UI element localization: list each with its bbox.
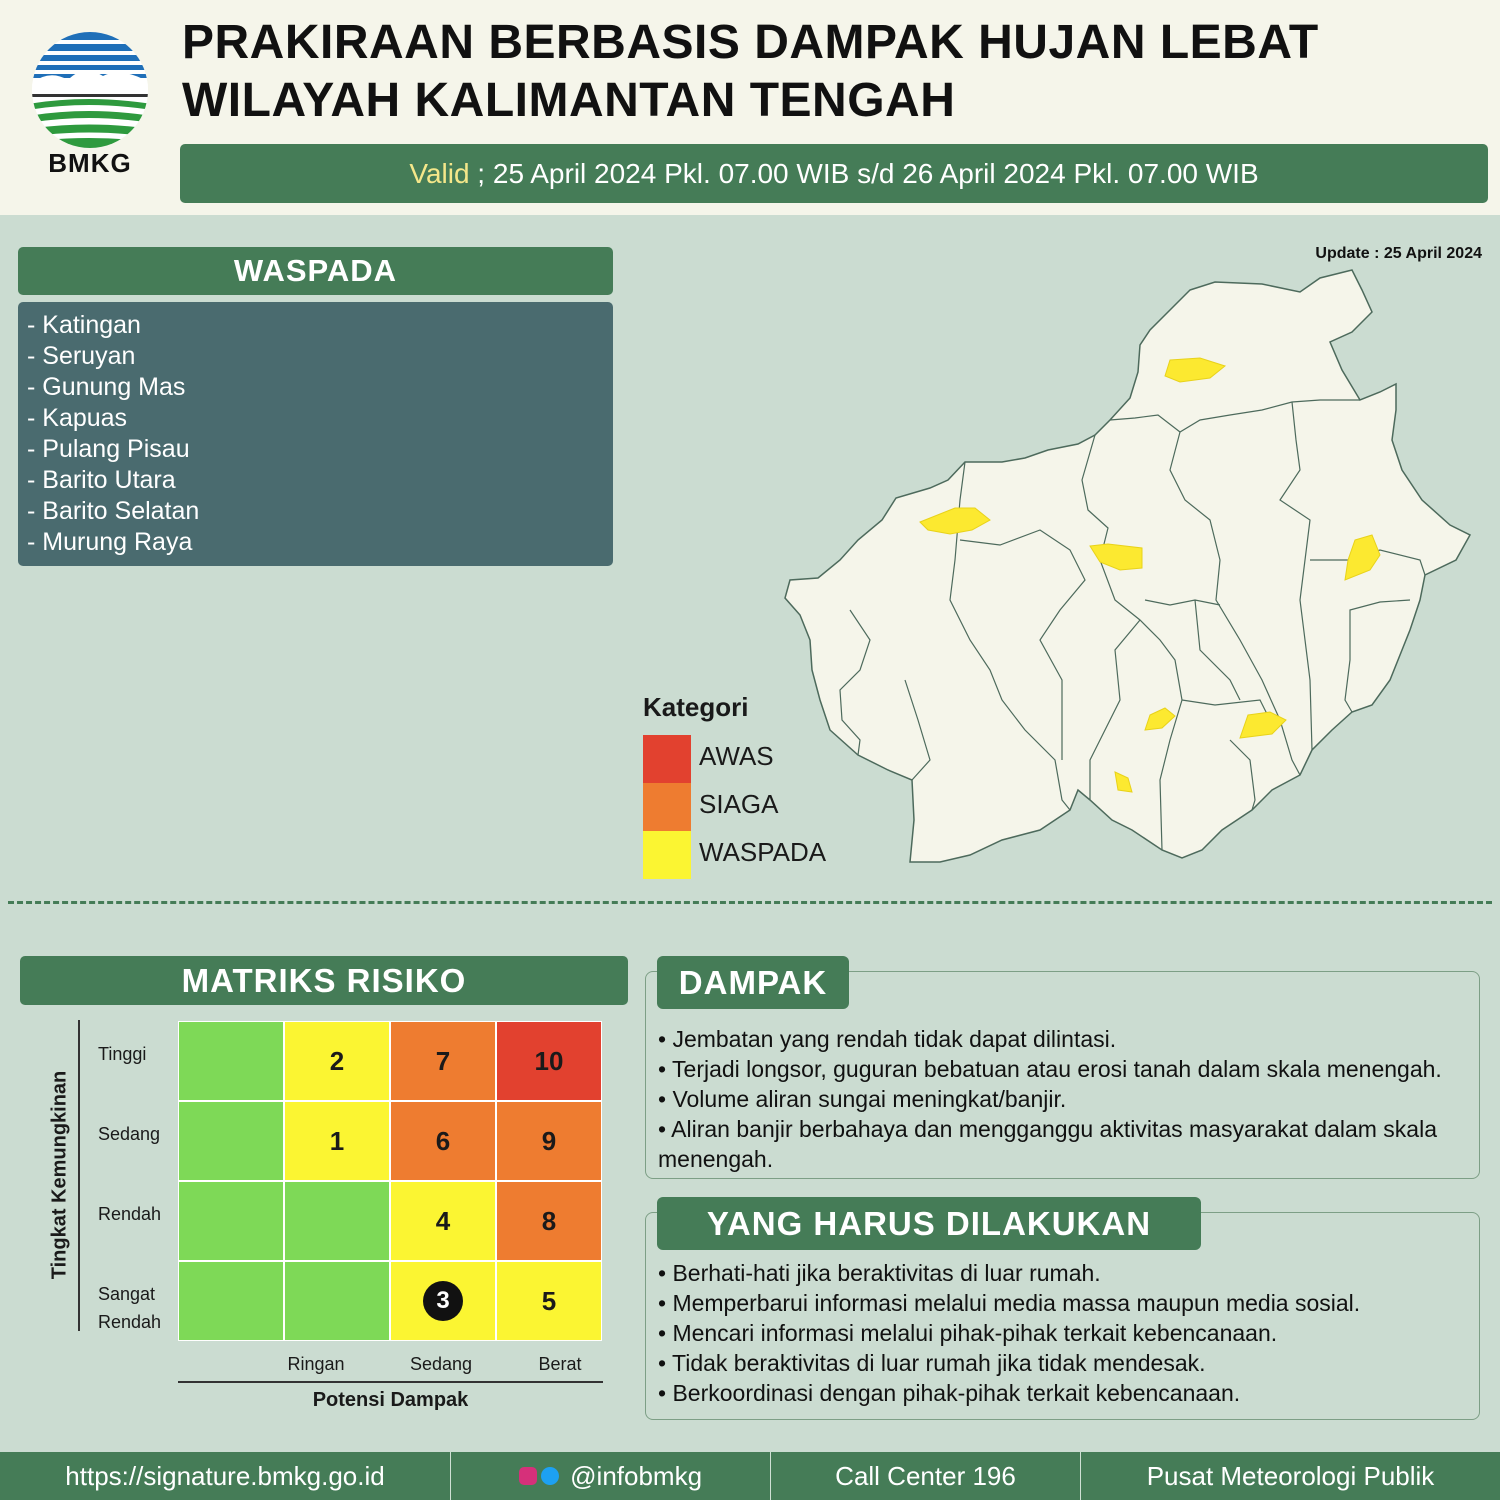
- tindakan-item: • Memperbarui informasi melalui media massa maupun media sosial.: [658, 1290, 1361, 1316]
- matrix-cell-value: 4: [435, 1205, 451, 1236]
- matrix-cell-value: 10: [534, 1045, 564, 1076]
- footer-website[interactable]: https://signature.bmkg.go.id: [65, 1461, 385, 1491]
- region-item: - Barito Utara: [27, 466, 176, 494]
- twitter-icon: [541, 1467, 559, 1485]
- matrix-cell: [390, 1261, 496, 1341]
- dampak-list: [658, 1024, 1470, 1174]
- header: [0, 0, 1500, 215]
- waspada-heading: WASPADA: [18, 247, 613, 295]
- row-label-sedang: Sedang: [98, 1124, 161, 1144]
- matrix-cell: [496, 1181, 602, 1261]
- tindakan-item: • Berhati-hati jika beraktivitas di luar rumah.: [658, 1260, 1101, 1286]
- row-label-sangat-line1: Sangat: [98, 1284, 156, 1304]
- legend-swatch-awas: [643, 735, 691, 783]
- tindakan-item: • Mencari informasi melalui pihak-pihak terkait kebencanaan.: [658, 1320, 1278, 1346]
- matrix-cell-value: 2: [329, 1045, 345, 1076]
- bmkg-logo: [28, 28, 152, 188]
- matrix-cell-value: 7: [435, 1045, 451, 1076]
- matrix-cell: [390, 1101, 496, 1181]
- matrix-cell: [178, 1101, 284, 1181]
- dampak-item: • Volume aliran sungai meningkat/banjir.: [658, 1086, 1067, 1112]
- matrix-cell: [496, 1021, 602, 1101]
- footer-social[interactable]: [451, 1452, 770, 1500]
- tindakan-item: • Tidak beraktivitas di luar rumah jika tidak mendesak.: [658, 1350, 1206, 1376]
- matrix-cell-highlight: 3: [423, 1281, 463, 1321]
- row-label-sangat-rendah: [98, 1280, 161, 1336]
- col-label-berat: Berat: [538, 1354, 582, 1374]
- legend-title: Kategori: [643, 692, 749, 722]
- matrix-cell-value: 9: [541, 1125, 557, 1156]
- matrix-cell: [284, 1181, 390, 1261]
- province-map: [760, 260, 1500, 880]
- dampak-heading: DAMPAK: [657, 956, 849, 1009]
- y-axis-line: [78, 1020, 80, 1331]
- region-item: - Pulang Pisau: [27, 435, 190, 463]
- title-line-1: PRAKIRAAN BERBASIS DAMPAK HUJAN LEBAT: [182, 16, 1319, 69]
- dampak-item: • Terjadi longsor, guguran bebatuan atau erosi tanah dalam skala menengah.: [658, 1056, 1442, 1082]
- social-handle: @infobmkg: [570, 1461, 703, 1491]
- tindakan-item: • Berkoordinasi dengan pihak-pihak terkait kebencanaan.: [658, 1380, 1241, 1406]
- valid-period: ; 25 April 2024 Pkl. 07.00 WIB s/d 26 April 2024 Pkl. 07.00 WIB: [469, 158, 1259, 189]
- matrix-cell: [178, 1181, 284, 1261]
- validity-bar: [180, 144, 1488, 203]
- tindakan-heading: YANG HARUS DILAKUKAN: [657, 1197, 1201, 1250]
- matrix-cell: [496, 1101, 602, 1181]
- x-axis-line: [178, 1381, 603, 1383]
- region-item: - Barito Selatan: [27, 497, 200, 525]
- title-line-2: WILAYAH KALIMANTAN TENGAH: [182, 74, 956, 127]
- update-date: Update : 25 April 2024: [1315, 245, 1482, 262]
- bmkg-logo-icon: [28, 28, 152, 148]
- region-item: - Katingan: [27, 311, 141, 339]
- x-axis-title: Potensi Dampak: [312, 1389, 469, 1411]
- y-axis-title-text: Tingkat Kemungkinan: [48, 1070, 71, 1280]
- legend-label-waspada: WASPADA: [699, 837, 827, 867]
- legend-label-awas: AWAS: [699, 741, 774, 771]
- logo-text: BMKG: [48, 148, 132, 178]
- row-label-rendah: Rendah: [98, 1204, 162, 1224]
- footer-org: Pusat Meteorologi Publik: [1146, 1461, 1435, 1491]
- footer-call-center: Call Center 196: [835, 1461, 1016, 1491]
- valid-label: Valid: [409, 158, 470, 189]
- legend-swatch-siaga: [643, 783, 691, 831]
- page-title: [182, 14, 1319, 130]
- dampak-item: • Aliran banjir berbahaya dan mengganggu aktivitas masyarakat dalam skala menengah.: [658, 1116, 1438, 1172]
- col-label-sedang: Sedang: [409, 1354, 473, 1374]
- instagram-icon: [519, 1467, 537, 1485]
- section-divider: [8, 901, 1492, 904]
- legend-label-siaga: SIAGA: [699, 789, 779, 819]
- matrix-cell-value: 8: [541, 1205, 557, 1236]
- matrix-cell: [178, 1021, 284, 1101]
- matrix-heading: MATRIKS RISIKO: [20, 956, 628, 1005]
- matrix-cell-value: 1: [329, 1125, 345, 1156]
- footer: [0, 1452, 1500, 1500]
- matrix-cell-value: 5: [541, 1285, 557, 1316]
- matrix-cell: [284, 1101, 390, 1181]
- row-label-sangat-line2: Rendah: [98, 1312, 162, 1332]
- col-label-ringan: Ringan: [287, 1354, 345, 1374]
- risk-matrix-grid: [178, 1021, 602, 1341]
- tindakan-list: [658, 1258, 1470, 1408]
- region-item: - Kapuas: [27, 404, 128, 432]
- region-item: - Murung Raya: [27, 528, 193, 556]
- matrix-cell: [496, 1261, 602, 1341]
- region-item: - Seruyan: [27, 342, 136, 370]
- waspada-region-list: [18, 302, 613, 566]
- matrix-cell: [284, 1021, 390, 1101]
- region-item: - Gunung Mas: [27, 373, 186, 401]
- dampak-item: • Jembatan yang rendah tidak dapat dilintasi.: [658, 1026, 1117, 1052]
- matrix-cell: [284, 1261, 390, 1341]
- row-label-tinggi: Tinggi: [98, 1044, 147, 1064]
- legend-swatch-waspada: [643, 831, 691, 879]
- matrix-cell-value: 6: [435, 1125, 451, 1156]
- matrix-cell: [178, 1261, 284, 1341]
- matrix-cell: [390, 1181, 496, 1261]
- matrix-cell: [390, 1021, 496, 1101]
